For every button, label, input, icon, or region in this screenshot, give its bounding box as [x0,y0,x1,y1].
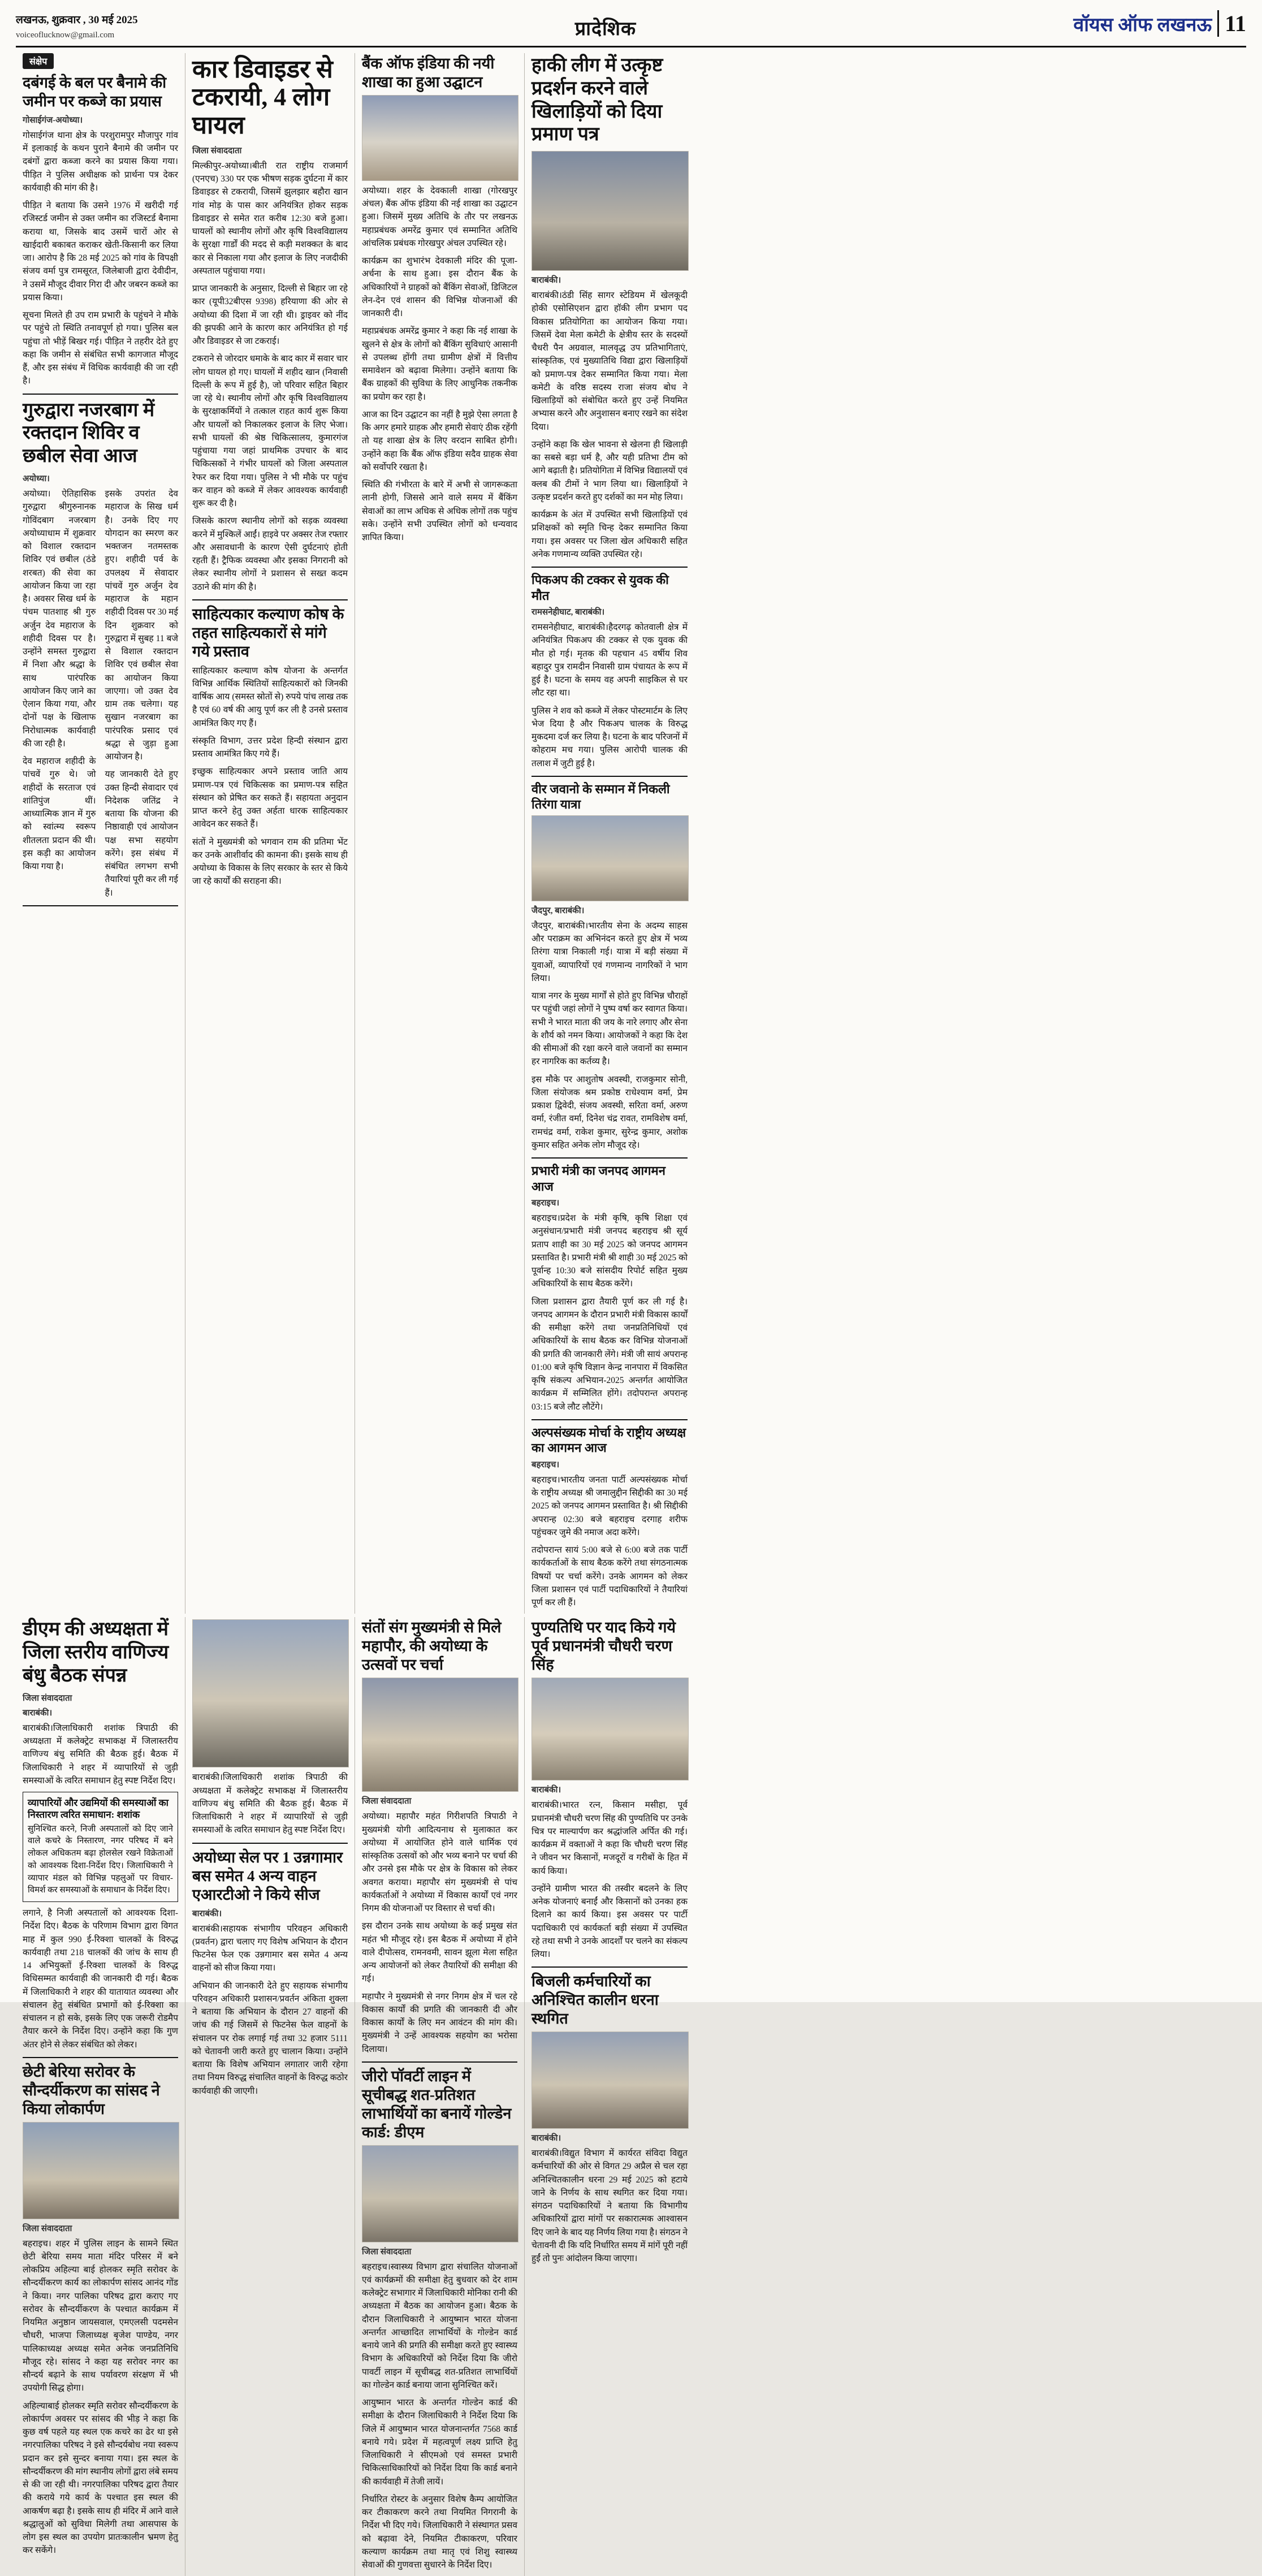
c1-a2-p2: देव महाराज शहीदी के पांचवें गुरु थे। जो शहीदों के सरताज एवं शांतिपुंज थीं। आध्यात्मिक ज्ञान में गुरु को स्वांत्म्य स्वरूप शीतलता प्रदान की थी। इस कड़ी का आयोजन किया गया है। [23,757,96,872]
column-4-lower [525,1617,694,2576]
c4-a3-p1: जैदपुर, बाराबंकी।भारतीय सेना के अदम्य साहस और पराक्रम का अभिनंदन करते हुए क्षेत्र में भव्य तिरंगा यात्रा निकाली गई। यात्रा में बड़ी संख्या में युवाओं, व्यापारियों एवं गणमान्य नागरिकों ने भाग लिया। [531,920,688,983]
c2-a4-p1: बाराबंकी।सहायक संभागीय परिवहन अधिकारी (प्रवर्तन) द्वारा चलाए गए विशेष अभियान के दौरान फिटनेस फेल एक उन्नगामार बस समेत 4 अन्य वाहनों को सीज किया गया। [192,1924,348,1973]
c4-a5-p2: तदोपरान्त सायं 5:00 बजे से 6:00 बजे तक पार्टी कार्यकर्ताओं के साथ बैठक करेंगे तथा संगठनात्मक विषयों पर चर्चा करेंगे। उनके आगमन को लेकर जिला प्रशासन एवं पार्टी पदाधिकारियों ने तैयारियां पूर्ण कर ली हैं। [531,1545,688,1608]
c1-a1-headline: दबंगई के बल पर बैनामे की जमीन पर कब्जे का प्रयास [23,74,167,110]
c2-a3-byline: जिला संवाददाता [362,2247,412,2257]
c4-a1-p3: कार्यक्रम के अंत में उपस्थित सभी खिलाड़ियों एवं प्रशिक्षकों को स्मृति चिन्ह देकर सम्मानित किया गया। इस अवसर पर जिला खेल अधिकारी सहित अनेक गणमान्य व्यक्ति उपस्थित रहे। [531,510,688,559]
c4-a6-p2: उन्होंने ग्रामीण भारत की तस्वीर बदलने के लिए अनेक योजनाएं बनाईं और किसानों को उनका हक दिलाने का कार्य किया। इस अवसर पर पार्टी पदाधिकारी एवं कार्यकर्ता बड़ी संख्या में उपस्थित रहे तथा सभी ने उनके आदर्शों पर चलने का संकल्प लिया। [531,1883,688,1959]
c4-a2-byline: रामसनेहीघाट, बाराबंकी। [531,608,605,617]
charan-singh-tribute-photo [531,1678,689,1780]
electricity-protest-photo [531,2032,689,2129]
c1-a4-headline: छेटी बेरिया सरोवर के सौन्दर्यीकरण का सांसद ने किया लोकार्पण [23,2063,160,2117]
c1-a2-p4: यह जानकारी देते हुए उक्त हिन्दी सेवादार एवं निदेशक जतिंद्र ने बताया कि योजना की निष्ठावाही एवं आयोजन पक्ष सभा सहयोग करेंगे। इस संबंध में संबंधित लगभग सभी तैयारियां पूरी कर ली गई हैं। [105,770,178,898]
c2-a4-p2: अभियान की जानकारी देते हुए सहायक संभागीय परिवहन अधिकारी प्रशासन/प्रवर्तन अंकिता शुक्ला ने बताया कि अभियान के दौरान 27 वाहनों की जांच की गई जिसमें से फिटनेस फेल वाहनों के संचालन पर रोक लगाई गई तथा 32 हजार 5111 को चेतावनी जारी करते हुए चालान किया। उन्होंने बताया कि विशेष अभियान लगातार जारी रहेगा तथा नियम विरुद्ध संचालित वाहनों के विरुद्ध कठोर कार्यवाही की जाएगी। [192,1981,348,2096]
pullbox-title: व्यापारियों और उद्यमियों की समस्याओं का निस्तारण त्वरित समाधान: शशांक [28,1797,169,1821]
c1-a1-p3: सूचना मिलते ही उप राम प्रभारी के पहुंचने ने मौके पर पहुंचे तो स्थिति तनावपूर्ण हो गया। पुलिस बल पहुंचा तो भीड़ें बिखर गई। पीड़ित ने तहरीर देते हुए कहा कि जमीन से संबंधित सभी कागजात मौजूद हैं, और इस संबंध में विधिक कार्यवाही की जा रही है। [23,310,178,386]
c1-a3-p1-dup: बाराबंकी।जिलाधिकारी शशांक त्रिपाठी की अध्यक्षता में कलेक्ट्रेट सभाकक्ष में जिलास्तरीय वाणिज्य बंधु समिति की बैठक हुई। बैठक में जिलाधिकारी ने शहर में व्यापारियों से जुड़ी समस्याओं के त्वरित समाधान हेतु स्पष्ट निर्देश दिए। [192,1773,348,1835]
c1-a2-headline: गुरुद्वारा नजरबाग में रक्तदान शिविर व छबील सेवा आज [23,399,155,467]
c2-a1-headline: कार डिवाइडर से टकरायी, 4 लोग घायल [192,55,333,139]
c2-a2-p2: संस्कृति विभाग, उत्तर प्रदेश हिन्दी संस्थान द्वारा प्रस्ताव आमंत्रित किए गये हैं। [192,736,348,759]
c2-a1-p3: टकराने से जोरदार धमाके के बाद कार में सवार चार लोग घायल हो गए। घायलों में शहीद खान (निवासी दिल्ली के रूप में हुई है), जो परिवार सहित बिहार जा रहे थे। स्थानीय लोगों और कृषि विश्वविद्यालय के सुरक्षाकर्मियों ने तत्काल राहत कार्य शुरू किया और घायलों को निकालकर इलाज के लिए भेजा। सभी घायलों की श्रेष्ठ चिकित्सालय, कुमारगंज पहुंचाया गया जहां प्राथमिक उपचार के बाद चिकित्सकों ने गंभीर घायलों को जिला अस्पताल रेफर कर दिया गया। पुलिस ने भी मौके पर पहुंच कर वाहन को कब्जे में लेकर आवश्यक कार्यवाही शुरू कर दी है। [192,354,348,509]
c4-a4-headline: प्रभारी मंत्री का जनपद आगमन आज [531,1164,665,1194]
c2-a3-p1: बहराइच।स्वास्थ्य विभाग द्वारा संचालित योजनाओं एवं कार्यक्रमों की समीक्षा हेतु बुधवार को देर शाम कलेक्ट्रेट सभागार में जिलाधिकारी मोनिका रानी की अध्यक्षता में बैठक का आयोजन हुआ। बैठक के दौरान जिलाधिकारी ने आयुष्मान भारत योजना अन्तर्गत आच्छादित लाभार्थियों के गोल्डेन कार्ड बनाये जाने की प्रगति की समीक्षा करते हुए स्वास्थ्य विभाग के अधिकारियों को निर्देश दिया कि जीरो पावर्टी लाइन में सूचीबद्ध शत-प्रतिशत लाभार्थियों का गोल्डेन कार्ड बनाया जाना सुनिश्चित करें। [362,2262,517,2390]
c2-a4-headline: अयोध्या सेल पर 1 उन्नगामार बस समेत 4 अन्य वाहन एआरटीओ ने किये सीज [192,1848,343,1903]
c4-a1-headline: हाकी लीग में उत्कृष्ट प्रदर्शन करने वाले खिलाड़ियों को दिया प्रमाण पत्र [531,55,663,145]
column-4 [525,53,694,1614]
column-1-lower [16,1617,185,2576]
column-2-lower [185,1617,355,2576]
c1-a2-p3: इसके उपरांत देव महाराज के सिख धर्म है। उनके दिए गए योगदान का स्मरण कर भक्तजन नतमस्तक हुए। शहीदी पर्व के उपलक्ष्य में सेवादार पांचवें गुरु अर्जुन देव महाराज के महान शहीदी दिवस पर 30 मई दिन शुक्रवार को गुरुद्वारा में सुबह 11 बजे से विशाल रक्तदान शिविर एवं छबील सेवा का आयोजन किया जाएगा। जो उक्त देव ग्राम तक चलेगा। यह सुखान नजरबाग का पारंपरिक प्रसाद एवं श्रद्धा से जुड़ा हुआ आयोजन है। [105,489,178,762]
c1-a1-byline: गोसाईगंज-अयोध्या। [23,115,83,125]
c1-a3-p2: लगाने, है निजी अस्पतालों को आवश्यक दिशा-निर्देश दिए। बैठक के परिणाम विभाग द्वारा विगत माह में कुल 990 ई-रिक्शा चालकों के विरुद्ध कार्यवाही तथा 218 चालकों की जांच के साथ ही 14 अभियुक्तों ई-रिक्शा चालकों के विरुद्ध विधिसम्मत कार्यवाही की जानकारी दी गई। बैठक में जिलाधिकारी ने शहर की यातायात व्यवस्था और संचालन हेतु संबंधित प्रभागों को ई-रिक्शा का संचालन न हो सके, इसके लिए एक जरूरी रोडमैप तैयार करने के निर्देश दिए। उन्होंने कहा कि गुण अंतर होने से लेकर संबंधित को लेकर। [23,1908,178,2050]
hockey-award-photo [531,151,689,271]
c2-a1-byline: जिला संवाददाता [192,146,242,155]
c1-a2-p1: अयोध्या। ऐतिहासिक गुरुद्वारा श्रीगुरुनानक गोविंदबाग नजरबाग अयोध्याधाम में शुक्रवार को विशाल रक्तदान शिविर एवं छबील (ठंडे शरबत) की सेवा का आयोजन किया जा रहा है। अवसर सिख धर्म के पंचम पातशाह श्री गुरु अर्जुन देव महाराज के शहीदी दिवस पर है। उन्होंने समस्त गुरुद्वारा में निशा और श्रद्धा के साथ पारंपरिक आयोजन किए जाने का ऐलान किया गया, और दोनों पक्ष के खिलाफ निरोधात्मक कार्यवाही की जा रही है। [23,489,96,749]
c4-a5-p1: बहराइच।भारतीय जनता पार्टी अल्पसंख्यक मोर्चा के राष्ट्रीय अध्यक्ष श्री जमालुद्दीन सिद्दीकी का 30 मई 2025 को जनपद आगमन प्रस्तावित है। श्री सिद्दीकी अपरान्ह 02:30 बजे बहराइच दरगाह शरीफ पहुंचकर जुमे की नमाज अदा करेंगे। [531,1475,688,1537]
c3-a2-p1: अयोध्या। महापौर महंत गिरीशपति त्रिपाठी ने मुख्यमंत्री योगी आदित्यनाथ से मुलाकात कर अयोध्या में आयोजित होने वाले धार्मिक एवं सांस्कृतिक उत्सवों को और भव्य बनाने पर चर्चा की और उनसे इस मौके पर क्षेत्र के विकास को लेकर अवगत कराया। महापौर संग मुख्यमंत्री से पांच कार्यकर्ताओं ने अयोध्या में विकास कार्यों एवं नगर निगम की योजनाओं पर विस्तार से चर्चा की। [362,1812,517,1913]
c4-a5-headline: अल्पसंख्यक मोर्चा के राष्ट्रीय अध्यक्ष का आगमन आज [531,1425,686,1455]
column-1 [16,53,185,1614]
c3-a1-p1: अयोध्या। शहर के देवकाली शाखा (गोरखपुर अंचल) बैंक ऑफ इंडिया की नई शाखा का उद्घाटन हुआ। जिसमें मुख्य अतिथि के तौर पर लखनऊ महाप्रबंधक अमरेंद्र कुमार एवं सम्मानित अतिथि आंचलिक प्रबंधक गोरखपुर अंचल उपस्थित रहे। [362,185,517,248]
c1-a3-p1: बाराबंकी।जिलाधिकारी शशांक त्रिपाठी की अध्यक्षता में कलेक्ट्रेट सभाकक्ष में जिलास्तरीय वाणिज्य बंधु समिति की बैठक हुई। बैठक में जिलाधिकारी ने शहर में व्यापारियों से जुड़ी समस्याओं के त्वरित समाधान हेतु स्पष्ट निर्देश दिए। [23,1723,178,1786]
c4-a3-headline: वीर जवानो के सम्मान में निकली तिरंगा यात्रा [531,781,670,812]
c3-a1-p2: कार्यक्रम का शुभारंभ देवकाली मंदिर की पूजा-अर्चना के साथ हुआ। इस दौरान बैंक के अधिकारियों ने ग्राहकों को बैंकिंग सेवाओं, डिजिटल लेन-देन एवं शासन की विभिन्न योजनाओं की जानकारी दी। [362,256,517,319]
c2-a3-p2: आयुष्मान भारत के अन्तर्गत गोल्डेन कार्ड की समीक्षा के दौरान जिलाधिकारी ने निर्देश दिया कि जिले में आयुष्मान भारत योजनान्तर्गत 7568 कार्ड बनाये गये। प्रदेश में महत्वपूर्ण लक्ष्य प्राप्ति हेतु जिलाधिकारी ने सीएमओ एवं समस्त प्रभारी चिकित्साधिकारियों को निर्देश दिया कि कार्ड बनाने की कार्यवाही में तेजी लायें। [362,2398,517,2487]
contact-email: voiceoflucknow@gmail.com [16,30,115,40]
bank-branch-photo [362,95,518,181]
masthead-right [1073,10,1246,37]
c4-a4-byline: बहराइच। [531,1199,560,1208]
c2-a2-headline: साहित्यकार कल्याण कोष के तहत साहित्यकारों से मांगे गये प्रस्ताव [192,605,344,660]
c1-a4-p1: बहराइच। शहर में पुलिस लाइन के सामने स्थित छेटी बेरिया समय माता मंदिर परिसर में बने लोकप्रिय अहिल्या बाई होलकर स्मृति सरोवर के सौन्दर्यीकरण कार्य का लोकार्पण सांसद आनंद गोंड ने किया। नगर पालिका परिषद द्वारा कराए गए सरोवर के सौन्दर्यीकरण के पश्चात कार्यक्रम में नियमित अनुष्ठान जायसवाल, एमएलसी पदमसेन चौधरी, भाजपा जिलाध्यक्ष बृजेश पाण्डेय, नगर पालिकाध्यक्ष अध्यक्ष समेत अनेक जनप्रतिनिधि मौजूद रहे। सांसद ने कहा यह सरोवर नगर का सौन्दर्य बढ़ाने के साथ पर्यावरण संरक्षण में भी उपयोगी सिद्ध होगा। [23,2238,178,2393]
kicker-badge: संक्षेप [23,53,54,69]
c1-a1-p1: गोसाईगंज थाना क्षेत्र के परशुरामपुर मौजापुर गांव में इलाकाई के कथन पुराने बैनामे की जमीन पर दबंगों द्वारा कब्जा करने का प्रयास किया गया। पीड़ित ने पुलिस अधीक्षक को प्रार्थना पत्र देकर कार्यवाही की मांग की है। [23,130,178,193]
c2-a1-p2: प्राप्त जानकारी के अनुसार, दिल्ली से बिहार जा रहे कार (यूपी32बीएस 9398) हरियाणा की ओर से अयोध्या की दिशा में जा रही थी। ड्राइवर को नींद की झपकी आने के कारण कार अनियंत्रित हो गई और डिवाइडर से जा टकराई। [192,284,348,347]
c4-a2-p2: पुलिस ने शव को कब्जे में लेकर पोस्टमार्टम के लिए भेज दिया है और पिकअप चालक के विरुद्ध मुकदमा दर्ज कर लिया है। घटना के बाद परिजनों में कोहराम मच गया। पुलिस आरोपी चालक की तलाश में जुटी हुई है। [531,706,688,768]
c3-a1-p4: आज का दिन उद्घाटन का नहीं है मुझे ऐसा लगता है कि अगर हमारे ग्राहक और हमारी सेवाएं ठीक रहेंगी तो यह शाखा क्षेत्र के लिए वरदान साबित होगी। उन्होंने कहा कि बैंक ऑफ इंडिया सदैव ग्राहक सेवा को सर्वोपरि रखता है। [362,409,517,472]
c4-a1-p1: बाराबंकी।ठंडी सिंह सागर स्टेडियम में खेलकूदी होकी एसोसिएशन द्वारा हॉकी लीग प्रभाग पद विकास प्रतियोगिता का आयोजन किया गया। जिसमें देवा मेला कमेटी के क्षेत्रीय स्तर के सदस्यों चैधरी पैन अग्रवाल, मालवृद्ध उप प्रतिभागिताएं, सांस्कृतिक, एवं मुख्यातिथि विद्या द्वारा खिलाड़ियों को प्रमाण-पत्र देकर सम्मानित किया गया। मेला कमेटी के वरिष्ठ सदस्य राजा संजय बोध ने खिलाड़ियों को संबोधित करते हुए उन्हें नियमित अभ्यास करने और अनुशासन बनाए रखने का संदेश दिया। [531,291,688,432]
c4-a7-byline: बाराबंकी। [531,2134,561,2143]
c1-a3-dateline: बाराबंकी। [23,1708,53,1718]
tiranga-yatra-photo [531,815,689,901]
page-grid [16,53,1246,1614]
c4-a6-byline: बाराबंकी। [531,1786,561,1795]
c3-a1-p3: महाप्रबंधक अमरेंद्र कुमार ने कहा कि नई शाखा के खुलने से क्षेत्र के लोगों को बैंकिंग सुविधाएं आसानी से उपलब्ध होंगी तथा ग्रामीण क्षेत्रों में वित्तीय समावेशन को बढ़ावा मिलेगा। उन्होंने बताया कि बैंक ग्राहकों की सुविधा के लिए आधुनिक तकनीक का प्रयोग कर रहा है। [362,326,517,402]
c1-a2-byline: अयोध्या। [23,474,50,484]
sarovar-photo [23,2122,179,2219]
c2-a1-p4: जिसके कारण स्थानीय लोगों को सड़क व्यवस्था करने में मुश्किलें आईं। हाइवे पर अक्सर तेज रफ्तार और असावधानी के कारण ऐसी दुर्घटनाएं होती रहती हैं। ट्रैफिक व्यवस्था और इसका निगरानी को लेकर स्थानीय लोगों ने प्रशासन से सख्त कदम उठाने की मांग की है। [192,516,348,592]
cm-meeting-photo [362,1678,518,1792]
c3-a1-headline: बैंक ऑफ इंडिया की नयी शाखा का हुआ उद्घाटन [362,55,495,90]
c4-a4-p2: जिला प्रशासन द्वारा तैयारी पूर्ण कर ली गई है। जनपद आगमन के दौरान प्रभारी मंत्री विकास कार्यों की समीक्षा करेंगे तथा जनप्रतिनिधियों एवं अधिकारियों के साथ बैठक कर विभिन्न योजनाओं की प्रगति की जानकारी लेंगे। मंत्री जी सायं अपरान्ह 01:00 बजे कृषि विज्ञान केन्द्र नानपारा में विकसित कृषि संकल्प अभियान-2025 अन्तर्गत आयोजित कार्यक्रम में सम्मिलित होंगे। तदोपरान्त अपरान्ह 03:15 बजे लौट लौटेंगे। [531,1296,688,1412]
c2-a3-headline: जीरो पॉवर्टी लाइन में सूचीबद्ध शत-प्रतिशत लाभार्थियों का बनायें गोल्डेन कार्ड: डीएम [362,2067,512,2141]
c1-a3-byline: जिला संवाददाता [23,1693,72,1703]
masthead [16,10,1246,47]
c2-a1-p1: मिल्कीपुर-अयोध्या।बीती रात राष्ट्रीय राजमार्ग (एनएच) 330 पर एक भीषण सड़क दुर्घटना में कार डिवाइडर से टकरायी, जिसमें झुलझार बहौरा खान गांव मोड़ के पास कार अनियंत्रित होकर सड़क डिवाइडर से समेत रात करीब 12:30 बजे हुआ। घायलों को स्थानीय लोगों और कृषि विश्वविद्यालय के सुरक्षा गार्डों की मदद से कड़ी मशक्कत के बाद कार से निकाला गया और इलाज के लिए नजदीकी अस्पताल पहुंचाया गया। [192,161,348,276]
pullbox-body: सुनिश्चित करने, निजी अस्पतालों को दिए जाने वाले कचरे के निस्तारण, नगर परिषद में बने लोकल अधिकतम बढ़ा होलसेल रखने विक्रेताओं को आवश्यक दिशा-निर्देश दिए। जिलाधिकारी ने व्यापार मंडल को विभिन्न पहलुओं पर विचार-विमर्श कर समस्याओं के समाधान के निर्देश दिए। [28,1824,173,1895]
c4-a2-p1: रामसनेहीघाट, बाराबंकी।हैदरगढ़ कोतवाली क्षेत्र में अनियंत्रित पिकअप की टक्कर से एक युवक की मौत हो गई। मृतक की पहचान 45 वर्षीय शिव बहादुर पुत्र रामदीन निवासी ग्राम पंचायत के रूप में हुई है। घटना के समय वह अपनी साइकिल से घर लौट रहा था। [531,623,688,698]
c3-a2-byline: जिला संवाददाता [362,1797,412,1806]
page-number: 11 [1217,10,1246,37]
c1-a3-pullbox [23,1792,178,1902]
c1-a1-p2: पीड़ित ने बताया कि उसने 1976 में खरीदी गई रजिस्टर्ड जमीन से उक्त जमीन का रजिस्टर्ड बैनामा कराया था, जिसके बाद उसमें चारों ओर से खाईदारी बकाबत कराकर खेती-किसानी कर लिया जा। आरोप है कि 28 मई 2025 को गांव के विपक्षी संजय वर्मा पुत्र रामसूरत, जिलेबाजी द्वारा देवीदीन, ने उसमें मौजूद दीवार गिरा दी और जबरन कब्जे का प्रयास किया। [23,201,178,302]
c4-a6-headline: पुण्यतिथि पर याद किये गये पूर्व प्रधानमंत्री चौधरी चरण सिंह [531,1619,676,1674]
c2-a2-p3: इच्छुक साहित्यकार अपने प्रस्ताव जाति आय प्रमाण-पत्र एवं चिकित्सक का प्रमाण-पत्र सहित संस्थान को प्रेषित कर सकते हैं। सहायता अनुदान प्राप्त करने हेतु उक्त अर्हता धारक साहित्यकार आवेदन कर सकते हैं। [192,767,348,829]
column-3-lower [355,1617,525,2576]
c4-a3-byline: जैदपुर, बाराबंकी। [531,906,585,915]
c3-a2-headline: संतों संग मुख्यमंत्री से मिले महापौर, की अयोध्या के उत्सवों पर चर्चा [362,1619,502,1674]
page-grid-middle [16,1617,1246,2576]
c4-a6-p1: बाराबंकी।भारत रत्न, किसान मसीहा, पूर्व प्रधानमंत्री चौधरी चरण सिंह की पुण्यतिथि पर उनके चित्र पर माल्यार्पण कर श्रद्धांजलि अर्पित की गई। कार्यक्रम में वक्ताओं ने कहा कि चौधरी चरण सिंह ने जीवन भर किसानों, मजदूरों व गरीबों के हित में कार्य किया। [531,1800,688,1876]
c3-a2-p2: इस दौरान उनके साथ अयोध्या के कई प्रमुख संत महंत भी मौजूद रहे। इस बैठक में अयोध्या में होने वाले दीपोत्सव, रामनवमी, सावन झूला मेला सहित अन्य आयोजनों को लेकर तैयारियों की समीक्षा की गई। [362,1921,517,1984]
c3-a2-p3: महापौर ने मुख्यमंत्री से नगर निगम क्षेत्र में चल रहे विकास कार्यों की प्रगति की जानकारी दी और विकास कार्यों के लिए मन आवंटन की मांग की। मुख्यमंत्री ने उन्हें आवश्यक सहयोग का भरोसा दिलाया। [362,1991,517,2054]
c2-a3-p3: निर्धारित रोस्टर के अनुसार विशेष कैम्प आयोजित कर टीकाकरण करने तथा नियमित निगरानी के निर्देश भी दिए गये। जिलाधिकारी ने संस्थागत प्रसव को बढ़ावा देने, नियमित टीकाकरण, परिवार कल्याण कार्यक्रम तथा मातृ एवं शिशु स्वास्थ्य सेवाओं की गुणवत्ता सुधारने के निर्देश दिए। [362,2494,517,2570]
c4-a1-byline: बाराबंकी। [531,276,561,286]
c4-a1-p2: उन्होंने कहा कि खेल भावना से खेलना ही खिलाड़ी का सबसे बड़ा धर्म है, और यही प्रतिभा टीम को आगे बढ़ाती है। प्रतियोगिता में विभिन्न विद्यालयों एवं क्लब की टीमों ने भाग लिया था। खिलाड़ियों ने उत्कृष्ट प्रदर्शन करते हुए दर्शकों का मन मोह लिया। [531,439,688,502]
masthead-left [16,10,138,41]
column-2 [185,53,355,1614]
c2-a2-p4: संतों ने मुख्यमंत्री को भगवान राम की प्रतिमा भेंट कर उनके आशीर्वाद की कामना की। इसके साथ ही अयोध्या के विकास के लिए सरकार के स्तर से किये जा रहे कार्यों की सराहना की। [192,837,348,887]
c4-a7-p1: बाराबंकी।विद्युत विभाग में कार्यरत संविदा विद्युत कर्मचारियों की ओर से विगत 29 अप्रैल से चल रहा अनिश्चितकालीन धरना 29 मई 2025 को हटाये जाने के निर्णय के साथ स्थगित कर दिया गया। संगठन पदाधिकारियों ने बताया कि विभागीय अधिकारियों द्वारा मांगों पर सकारात्मक आश्वासन दिए जाने के बाद यह निर्णय लिया गया है। संगठन ने चेतावनी दी कि यदि निर्धारित समय में मांगें पूरी नहीं हुईं तो पुनः आंदोलन किया जाएगा। [531,2149,688,2264]
c2-a4-byline: बाराबंकी। [192,1909,222,1918]
issue-date: लखनऊ, शुक्रवार , 30 मई 2025 [16,14,138,26]
c4-a3-p3: इस मौके पर आशुतोष अवस्थी, राजकुमार सोनी, जिला संयोजक श्रम प्रकोष्ठ राधेश्याम वर्मा, प्रेम प्रकाश द्विवेदी, संजय अवस्थी, सरिता वर्मा, अरुण वर्मा, रंजीत वर्मा, दिनेश चंद्र रावत, रामविशेष वर्मा, रामचंद्र वर्मा, राकेश कुमार, सुरेन्द्र कुमार, अशोक कुमार सहित अनेक लोग मौजूद रहे। [531,1074,688,1150]
vanijya-bandhu-meeting-photo [192,1619,349,1767]
column-3 [355,53,525,1614]
c3-a1-p5: स्थिति की गंभीरता के बारे में अभी से जागरूकता लानी होगी, जिससे आने वाले समय में बैंकिंग सेवाओं का लाभ अधिक से अधिक लोगों तक पहुंच सके। उन्होंने सभी उपस्थित लोगों को धन्यवाद ज्ञापित किया। [362,480,517,543]
c1-a4-p2: अहिल्याबाई होलकर स्मृति सरोवर सौन्दर्यीकरण के लोकार्पण अवसर पर सांसद की भीड़ ने कहा कि कुछ वर्ष पहले यह स्थल एक कचरे का ढेर था इसे नगरपालिका परिषद ने इसे सौन्दर्यबोध नया स्वरूप प्रदान कर इसे सुन्दर बनाया गया। इस स्थल के सौन्दर्यीकरण की मांग स्थानीय लोगों द्वारा लंबे समय से की जा रही थी। नगरपालिका परिषद द्वारा तैयार की कराये गये कार्य के पश्चात इस स्थल की आकर्षण बढ़ा है। इसके साथ ही मंदिर में आने वाले श्रद्धालुओं को सुविधा मिलेगी तथा आसपास के लोग इस स्थल का उपयोग प्रातःकालीन भ्रमण हेतु कर सकेंगे। [23,2401,178,2556]
c4-a5-byline: बहराइच। [531,1460,560,1469]
c4-a3-p2: यात्रा नगर के मुख्य मार्गों से होते हुए विभिन्न चौराहों पर पहुंची जहां लोगों ने पुष्प वर्षा कर स्वागत किया। सभी ने भारत माता की जय के नारे लगाए और सेना के शौर्य को नमन किया। आयोजकों ने कहा कि देश की सीमाओं की रक्षा करने वाले जवानों का सम्मान हर नागरिक का कर्तव्य है। [531,991,688,1067]
section-title: प्रादेशिक [574,19,637,40]
c4-a2-headline: पिकअप की टक्कर से युवक की मौत [531,573,669,603]
newspaper-brand: वॉयस ऑफ लखनऊ [1073,14,1212,36]
c1-a3-headline: डीएम की अध्यक्षता में जिला स्तरीय वाणिज्य बंधु बैठक संपन्न [23,1619,169,1687]
dm-review-photo [362,2145,518,2242]
c4-a4-p1: बहराइच।प्रदेश के मंत्री कृषि, कृषि शिक्षा एवं अनुसंधान/प्रभारी मंत्री जनपद बहराइच श्री सूर्य प्रताप शाही का 30 मई 2025 को जनपद आगमन प्रस्तावित है। प्रभारी मंत्री श्री शाही 30 मई 2025 को पूर्वान्ह 10:30 बजे सांसदीय रिपोर्ट सहित मुख्य अधिकारियों के साथ बैठक करेंगे। [531,1213,688,1289]
c2-a2-p1: साहित्यकार कल्याण कोष योजना के अन्तर्गत विभिन्न आर्थिक स्थितियों साहित्यकारों को जिनकी वार्षिक आय (समस्त स्रोतों से) रुपये पांच लाख तक है एवं 60 वर्ष की आयु पूर्ण कर ली है उनसे प्रस्ताव आमंत्रित किए गए हैं। [192,665,348,728]
c1-a4-byline: जिला संवाददाता [23,2224,72,2233]
c4-a7-headline: बिजली कर्मचारियों का अनिश्चित कालीन धरना स्थगित [531,1973,659,2028]
